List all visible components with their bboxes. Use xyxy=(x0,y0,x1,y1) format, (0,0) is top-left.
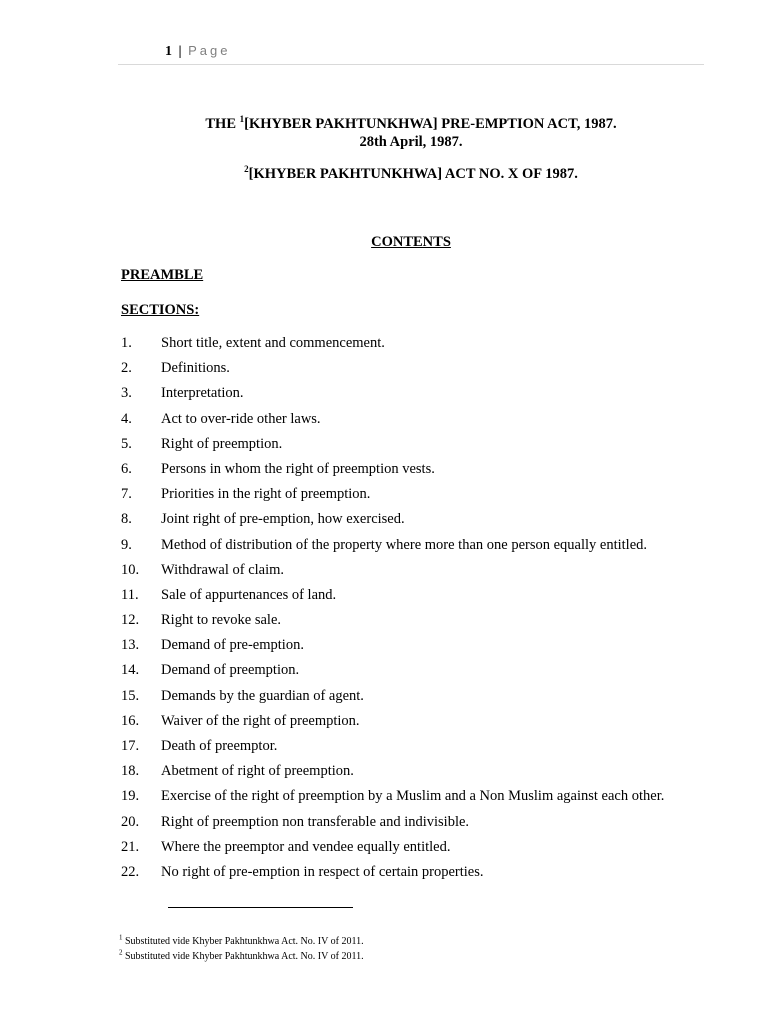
section-number: 8. xyxy=(121,511,132,528)
section-item xyxy=(121,814,721,839)
footnote-ref-2[interactable]: 2 xyxy=(244,164,249,175)
section-title: Where the preemptor and vendee equally entitled. xyxy=(161,838,451,855)
section-title: Right of preemption. xyxy=(161,435,283,452)
section-number: 18. xyxy=(121,763,140,780)
section-number: 17. xyxy=(121,738,140,754)
section-item xyxy=(121,763,721,788)
section-title: Persons in whom the right of preemption vests. xyxy=(161,460,435,477)
act-title-prefix: THE xyxy=(205,116,240,132)
footnote xyxy=(119,934,364,949)
header-divider xyxy=(118,64,704,65)
section-item xyxy=(121,562,721,587)
act-number xyxy=(118,166,704,183)
section-item xyxy=(121,360,721,385)
section-number: 11. xyxy=(121,586,139,603)
section-item xyxy=(121,537,721,562)
footnote-text: Substituted vide Khyber Pakhtunkhwa Act. No. IV of 2011. xyxy=(122,936,364,947)
section-title: Demand of pre-emption. xyxy=(161,637,304,654)
section-number: 19. xyxy=(121,788,140,805)
section-title: Right to revoke sale. xyxy=(161,612,282,629)
section-number: 6. xyxy=(121,460,132,477)
section-number: 3. xyxy=(121,385,132,402)
footnote-text: Substituted vide Khyber Pakhtunkhwa Act. No. IV of 2011. xyxy=(122,951,364,962)
section-title: Interpretation. xyxy=(161,385,244,402)
footnote-mark: 1 xyxy=(119,933,123,942)
section-title: Definitions. xyxy=(161,360,230,377)
section-number: 12. xyxy=(121,612,140,629)
section-item xyxy=(121,637,721,662)
section-item xyxy=(121,587,721,612)
section-title: Short title, extent and commencement. xyxy=(161,335,385,351)
section-number: 10. xyxy=(121,561,140,578)
section-number: 2. xyxy=(121,360,132,377)
footnote-divider xyxy=(168,907,353,908)
page-label: Page xyxy=(188,43,231,58)
act-number-text: [KHYBER PAKHTUNKHWA] ACT NO. X OF 1987. xyxy=(248,166,578,182)
section-item xyxy=(121,713,721,738)
section-number: 21. xyxy=(121,838,140,855)
section-item xyxy=(121,864,721,889)
section-number: 4. xyxy=(121,410,132,427)
preamble-heading: PREAMBLE xyxy=(121,267,204,283)
section-number: 22. xyxy=(121,863,140,880)
sections-heading: SECTIONS: xyxy=(121,302,200,318)
section-number: 20. xyxy=(121,813,140,830)
section-title: Exercise of the right of preemption by a Muslim and a Non Muslim against each other. xyxy=(161,788,665,805)
section-title: Waiver of the right of preemption. xyxy=(161,712,360,729)
sections-list xyxy=(121,335,721,889)
section-title: Priorities in the right of preemption. xyxy=(161,486,371,503)
footnote xyxy=(119,949,364,964)
section-item xyxy=(121,461,721,486)
section-title: Act to over-ride other laws. xyxy=(161,410,321,427)
section-title: Right of preemption non transferable and indivisible. xyxy=(161,813,470,830)
section-item xyxy=(121,486,721,511)
section-title: Demands by the guardian of agent. xyxy=(161,687,364,704)
header-separator: | xyxy=(178,44,183,59)
section-item xyxy=(121,738,721,763)
footnote-ref-1[interactable]: 1 xyxy=(239,114,245,125)
page-header xyxy=(165,43,230,60)
section-item xyxy=(121,688,721,713)
footnote-mark: 2 xyxy=(119,948,123,957)
section-title: Demand of preemption. xyxy=(161,662,300,679)
section-title: Joint right of pre-emption, how exercised. xyxy=(161,511,405,528)
section-title: Withdrawal of claim. xyxy=(161,561,285,578)
section-number: 13. xyxy=(121,637,140,654)
section-item xyxy=(121,335,721,360)
act-title xyxy=(118,116,704,133)
section-title: Death of preemptor. xyxy=(161,738,278,754)
section-item xyxy=(121,662,721,687)
section-number: 14. xyxy=(121,662,140,679)
section-item xyxy=(121,385,721,410)
section-item xyxy=(121,511,721,536)
section-item xyxy=(121,788,721,813)
section-item xyxy=(121,839,721,864)
section-number: 5. xyxy=(121,435,132,452)
footnotes xyxy=(119,934,364,964)
section-item xyxy=(121,612,721,637)
section-number: 7. xyxy=(121,486,132,503)
act-date: 28th April, 1987. xyxy=(359,134,463,150)
contents-heading: CONTENTS xyxy=(371,234,451,250)
section-item xyxy=(121,411,721,436)
section-title: Abetment of right of preemption. xyxy=(161,763,354,780)
section-title: No right of pre-emption in respect of certain properties. xyxy=(161,863,484,880)
section-number: 1. xyxy=(121,335,132,351)
section-title: Method of distribution of the property where more than one person equally entitled. xyxy=(161,536,648,553)
act-title-text: [KHYBER PAKHTUNKHWA] PRE-EMPTION ACT, 1987. xyxy=(244,116,617,132)
section-number: 9. xyxy=(121,536,132,553)
section-title: Sale of appurtenances of land. xyxy=(161,586,337,603)
section-number: 16. xyxy=(121,712,140,729)
section-item xyxy=(121,436,721,461)
section-number: 15. xyxy=(121,687,140,704)
page-number: 1 xyxy=(165,44,173,59)
